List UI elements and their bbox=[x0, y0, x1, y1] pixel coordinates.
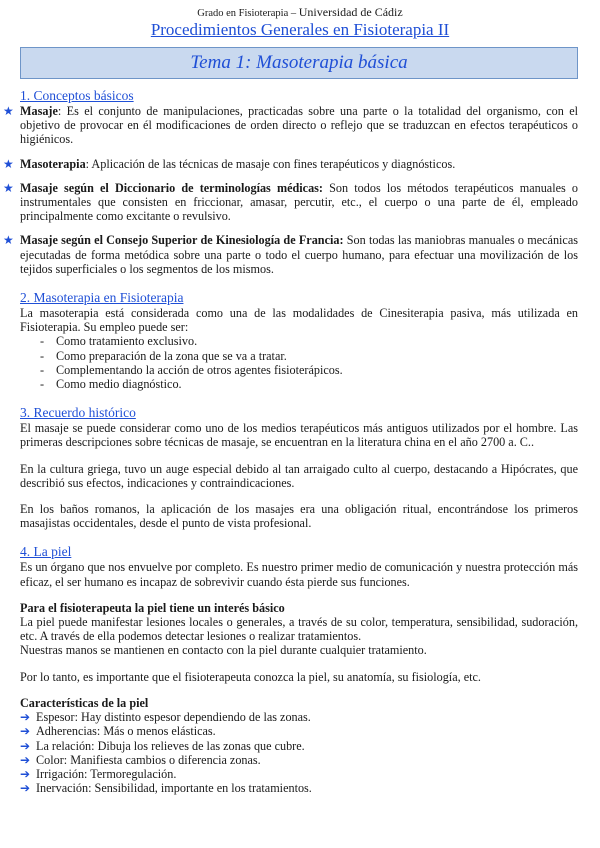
definition-term: Masaje bbox=[20, 104, 58, 118]
arrow-bullet-icon: ➔ bbox=[20, 781, 31, 796]
document-body bbox=[3, 88, 578, 796]
definition-term: Masoterapia bbox=[20, 156, 86, 171]
dash-bullet: - bbox=[40, 362, 45, 377]
arrow-bullet-icon: ➔ bbox=[20, 752, 31, 767]
characteristics-list bbox=[20, 710, 578, 795]
section-title-piel: 4. La piel bbox=[20, 544, 72, 560]
usage-list bbox=[20, 334, 578, 391]
list-item-text: Inervación: Sensibilidad, importante en los tratamientos. bbox=[36, 781, 312, 796]
paragraph: Nuestras manos se mantienen en contacto con la piel durante cualquier tratamiento. bbox=[20, 643, 427, 658]
paragraph: La masoterapia está considerada como una de las modalidades de Cinesiterapia pasiva, más utilizada en Fisioterapia. Su empleo puede ser: bbox=[20, 306, 578, 335]
header-university: Universidad de Cádiz bbox=[298, 5, 403, 19]
definition-text: Son todas las maniobras manuales o mecánicas ejecutadas de forma metódica sobre una parte o todo el cuerpo humano, para efectuar una movilización de los tejidos superficiales o los segmentos de los mismos. bbox=[20, 233, 578, 276]
course-title: Procedimientos Generales en Fisioterapia II bbox=[150, 20, 450, 39]
list-item bbox=[20, 377, 578, 391]
star-bullet-icon: ★ bbox=[3, 104, 14, 118]
definition-separator: : bbox=[85, 156, 90, 171]
definition-diccionario bbox=[3, 180, 578, 224]
definition-masoterapia bbox=[3, 156, 578, 171]
paragraph: Por lo tanto, es importante que el fisioterapeuta conozca la piel, su anatomía, su fisiología, etc. bbox=[20, 669, 481, 684]
list-item bbox=[20, 724, 578, 738]
definition-separator: : bbox=[57, 104, 62, 118]
section-title-conceptos: 1. Conceptos básicos bbox=[20, 88, 134, 103]
list-item-text: Complementando la acción de otros agentes fisioterápicos. bbox=[56, 362, 343, 377]
paragraph: El masaje se puede considerar como uno de los medios terapéuticos más antiguos utilizados por el hombre. Las primeras descripciones sobre técnicas de masaje, se encuentran en la literatura china en el año 2700 a. C.. bbox=[20, 421, 578, 450]
list-item bbox=[20, 781, 578, 795]
definition-text: Aplicación de las técnicas de masaje con fines terapéuticos y diagnósticos. bbox=[89, 156, 456, 171]
dash-bullet: - bbox=[40, 377, 45, 392]
list-item bbox=[20, 753, 578, 767]
arrow-bullet-icon: ➔ bbox=[20, 710, 31, 725]
list-item-text: Irrigación: Termoregulación. bbox=[36, 766, 177, 781]
dash-bullet: - bbox=[40, 334, 45, 349]
subheading-caracteristicas: Características de la piel bbox=[20, 695, 149, 710]
paragraph: La piel puede manifestar lesiones locales o generales, a través de su color, temperatura, sensibilidad, sudoración, etc. A través de ella podemos detectar lesiones o realizar tratamientos. bbox=[20, 615, 578, 644]
section-title-historia: 3. Recuerdo histórico bbox=[20, 405, 136, 421]
list-item-text: Espesor: Hay distinto espesor dependiendo de las zonas. bbox=[36, 710, 311, 725]
list-item bbox=[20, 710, 578, 724]
list-item bbox=[20, 349, 578, 363]
paragraph: Es un órgano que nos envuelve por completo. Es nuestro primer medio de comunicación y nuestra protección más eficaz, el ser humano es incapaz de sobrevivir cuando ésta pierde sus funciones. bbox=[20, 560, 578, 589]
list-item-text: Como medio diagnóstico. bbox=[56, 377, 182, 392]
arrow-bullet-icon: ➔ bbox=[20, 738, 31, 753]
star-bullet-icon: ★ bbox=[3, 233, 14, 248]
paragraph: En la cultura griega, tuvo un auge especial debido al tan arraigado culto al cuerpo, destacando a Hipócrates, que describió sus efectos, indicaciones y contraindicaciones. bbox=[20, 461, 578, 490]
definition-term: Masaje según el Consejo Superior de Kinesiología de Francia: bbox=[20, 233, 344, 248]
header-institution bbox=[0, 6, 600, 20]
list-item-text: Como tratamiento exclusivo. bbox=[56, 334, 198, 349]
list-item-text: Como preparación de la zona que se va a tratar. bbox=[56, 348, 287, 363]
definition-masaje bbox=[3, 104, 578, 147]
topic-title: Tema 1: Masoterapia básica bbox=[20, 47, 578, 79]
definition-term: Masaje según el Diccionario de terminologías médicas: bbox=[20, 180, 323, 195]
definition-text: Es el conjunto de manipulaciones, practicadas sobre una parte o la totalidad del organismo, con el objetivo de provocar en él modificaciones de orden directo o reflejo que se traduzcan en efectos terapéuticos o higiénicos. bbox=[20, 104, 578, 147]
list-item bbox=[20, 334, 578, 348]
definition-text: Son todos los métodos terapéuticos manuales o instrumentales que consisten en friccionar, amasar, percutir, etc., el cuerpo o una parte de él, empleado principalmente como excitante o revulsivo. bbox=[20, 180, 578, 224]
list-item bbox=[20, 363, 578, 377]
paragraph: En los baños romanos, la aplicación de los masajes era una obligación ritual, encontrándose los primeros masajistas occidentales, desde el punto de vista profesional. bbox=[20, 502, 578, 531]
star-bullet-icon: ★ bbox=[3, 180, 14, 195]
list-item bbox=[20, 767, 578, 781]
list-item-text: Adherencias: Más o menos elásticas. bbox=[36, 724, 216, 739]
arrow-bullet-icon: ➔ bbox=[20, 724, 31, 739]
list-item bbox=[20, 739, 578, 753]
arrow-bullet-icon: ➔ bbox=[20, 766, 31, 781]
list-item-text: Color: Manifiesta cambios o diferencia zonas. bbox=[36, 752, 261, 767]
dash-bullet: - bbox=[40, 348, 45, 363]
list-item-text: La relación: Dibuja los relieves de las zonas que cubre. bbox=[36, 738, 305, 753]
subheading-interes: Para el fisioterapeuta la piel tiene un interés básico bbox=[20, 600, 285, 615]
star-bullet-icon: ★ bbox=[3, 156, 14, 171]
header-degree: Grado en Fisioterapia – bbox=[197, 8, 299, 19]
section-title-masoterapia: 2. Masoterapia en Fisioterapia bbox=[20, 290, 184, 306]
definition-consejo bbox=[3, 233, 578, 276]
